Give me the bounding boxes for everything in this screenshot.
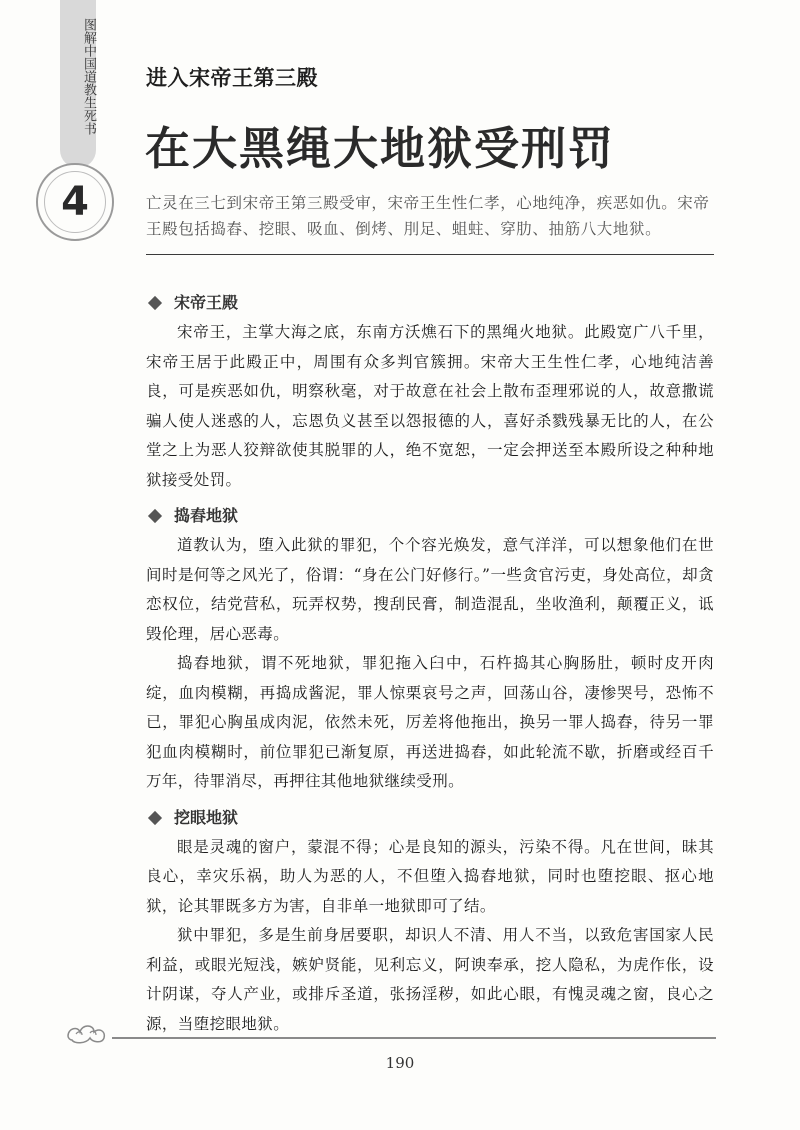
diamond-bullet-icon <box>148 296 162 310</box>
section-heading <box>146 288 714 318</box>
book-title: 图解中国道教生死书 <box>81 18 96 135</box>
diamond-bullet-icon <box>148 810 162 824</box>
page-title: 在大黑绳大地狱受刑罚 <box>145 122 616 175</box>
book-title-tab <box>60 0 96 168</box>
diamond-bullet-icon <box>148 509 162 523</box>
cloud-ornament-icon <box>64 1016 108 1048</box>
intro-text: 亡灵在三七到宋帝王第三殿受审，宋帝王生性仁孝，心地纯净，疾恶如仇。宋帝王殿包括捣舂、挖眼、吸血、倒烤、刖足、蛆蛀、穿肋、抽筋八大地狱。 <box>146 194 710 238</box>
paragraph: 宋帝王，主掌大海之底，东南方沃燋石下的黑绳火地狱。此殿宽广八千里，宋帝王居于此殿正中，周围有众多判官簇拥。宋帝大王生性仁孝，心地纯洁善良，可是疾恶如仇，明察秋毫，对于故意在社会上散布歪理邪说的人，故意撒谎骗人使人迷惑的人，忘恩负义甚至以怨报德的人，喜好杀戮残暴无比的人，在公堂之上为恶人狡辩欲使其脱罪的人，绝不宽恕，一定会押送至本殿所设之种种地狱接受处罚。 <box>146 323 714 489</box>
section-pounding-hell <box>146 501 714 797</box>
section-eye-gouging-hell <box>146 803 714 1040</box>
paragraph: 道教认为，堕入此狱的罪犯，个个容光焕发，意气洋洋，可以想象他们在世间时是何等之风光了，俗谓：“身在公门好修行。”一些贪官污吏，身处高位，却贪恋权位，结党营私，玩弄权势，搜刮民膏，制造混乱，坐收渔利，颠覆正义，诋毁伦理，居心恶毒。 <box>146 536 714 643</box>
footer-divider <box>112 1037 716 1039</box>
section-heading-text: 捣舂地狱 <box>174 506 239 525</box>
chapter-badge <box>36 163 114 241</box>
paragraph: 狱中罪犯，多是生前身居要职，却识人不清、用人不当，以致危害国家人民利益，或眼光短浅，嫉妒贤能，见利忘义，阿谀奉承，挖人隐私，为虎作伥，设计阴谋，夺人产业，或排斥圣道，张扬淫秽，如此心眼，有愧灵魂之窗，良心之源，当堕挖眼地狱。 <box>146 926 714 1033</box>
section-song-emperor-hall <box>146 288 714 495</box>
chapter-subtitle: 进入宋帝王第三殿 <box>146 66 318 90</box>
paragraph: 捣舂地狱，谓不死地狱，罪犯拖入臼中，石杵捣其心胸肠肚，顿时皮开肉绽，血肉模糊，再捣成酱泥，罪人惊栗哀号之声，回荡山谷，凄惨哭号，恐怖不已，罪犯心胸虽成肉泥，依然未死，厉差将他拖出，换另一罪人捣舂，待另一罪犯血肉模糊时，前位罪犯已渐复原，再送进捣舂，如此轮流不歇，折磨或经百千万年，待罪消尽，再押往其他地狱继续受刑。 <box>146 654 714 790</box>
paragraph: 眼是灵魂的窗户，蒙混不得；心是良知的源头，污染不得。凡在世间，昧其良心，幸灾乐祸，助人为恶的人，不但堕入捣舂地狱，同时也堕挖眼、抠心地狱，论其罪既多方为害，自非单一地狱即可了结。 <box>146 837 714 915</box>
section-heading <box>146 501 714 531</box>
intro-divider <box>146 254 714 255</box>
page-number: 190 <box>385 1054 415 1072</box>
chapter-number: 4 <box>44 171 106 233</box>
article-body <box>146 282 714 1039</box>
section-heading-text: 挖眼地狱 <box>174 807 239 827</box>
section-heading <box>146 803 714 833</box>
section-heading-text: 宋帝王殿 <box>174 293 239 312</box>
